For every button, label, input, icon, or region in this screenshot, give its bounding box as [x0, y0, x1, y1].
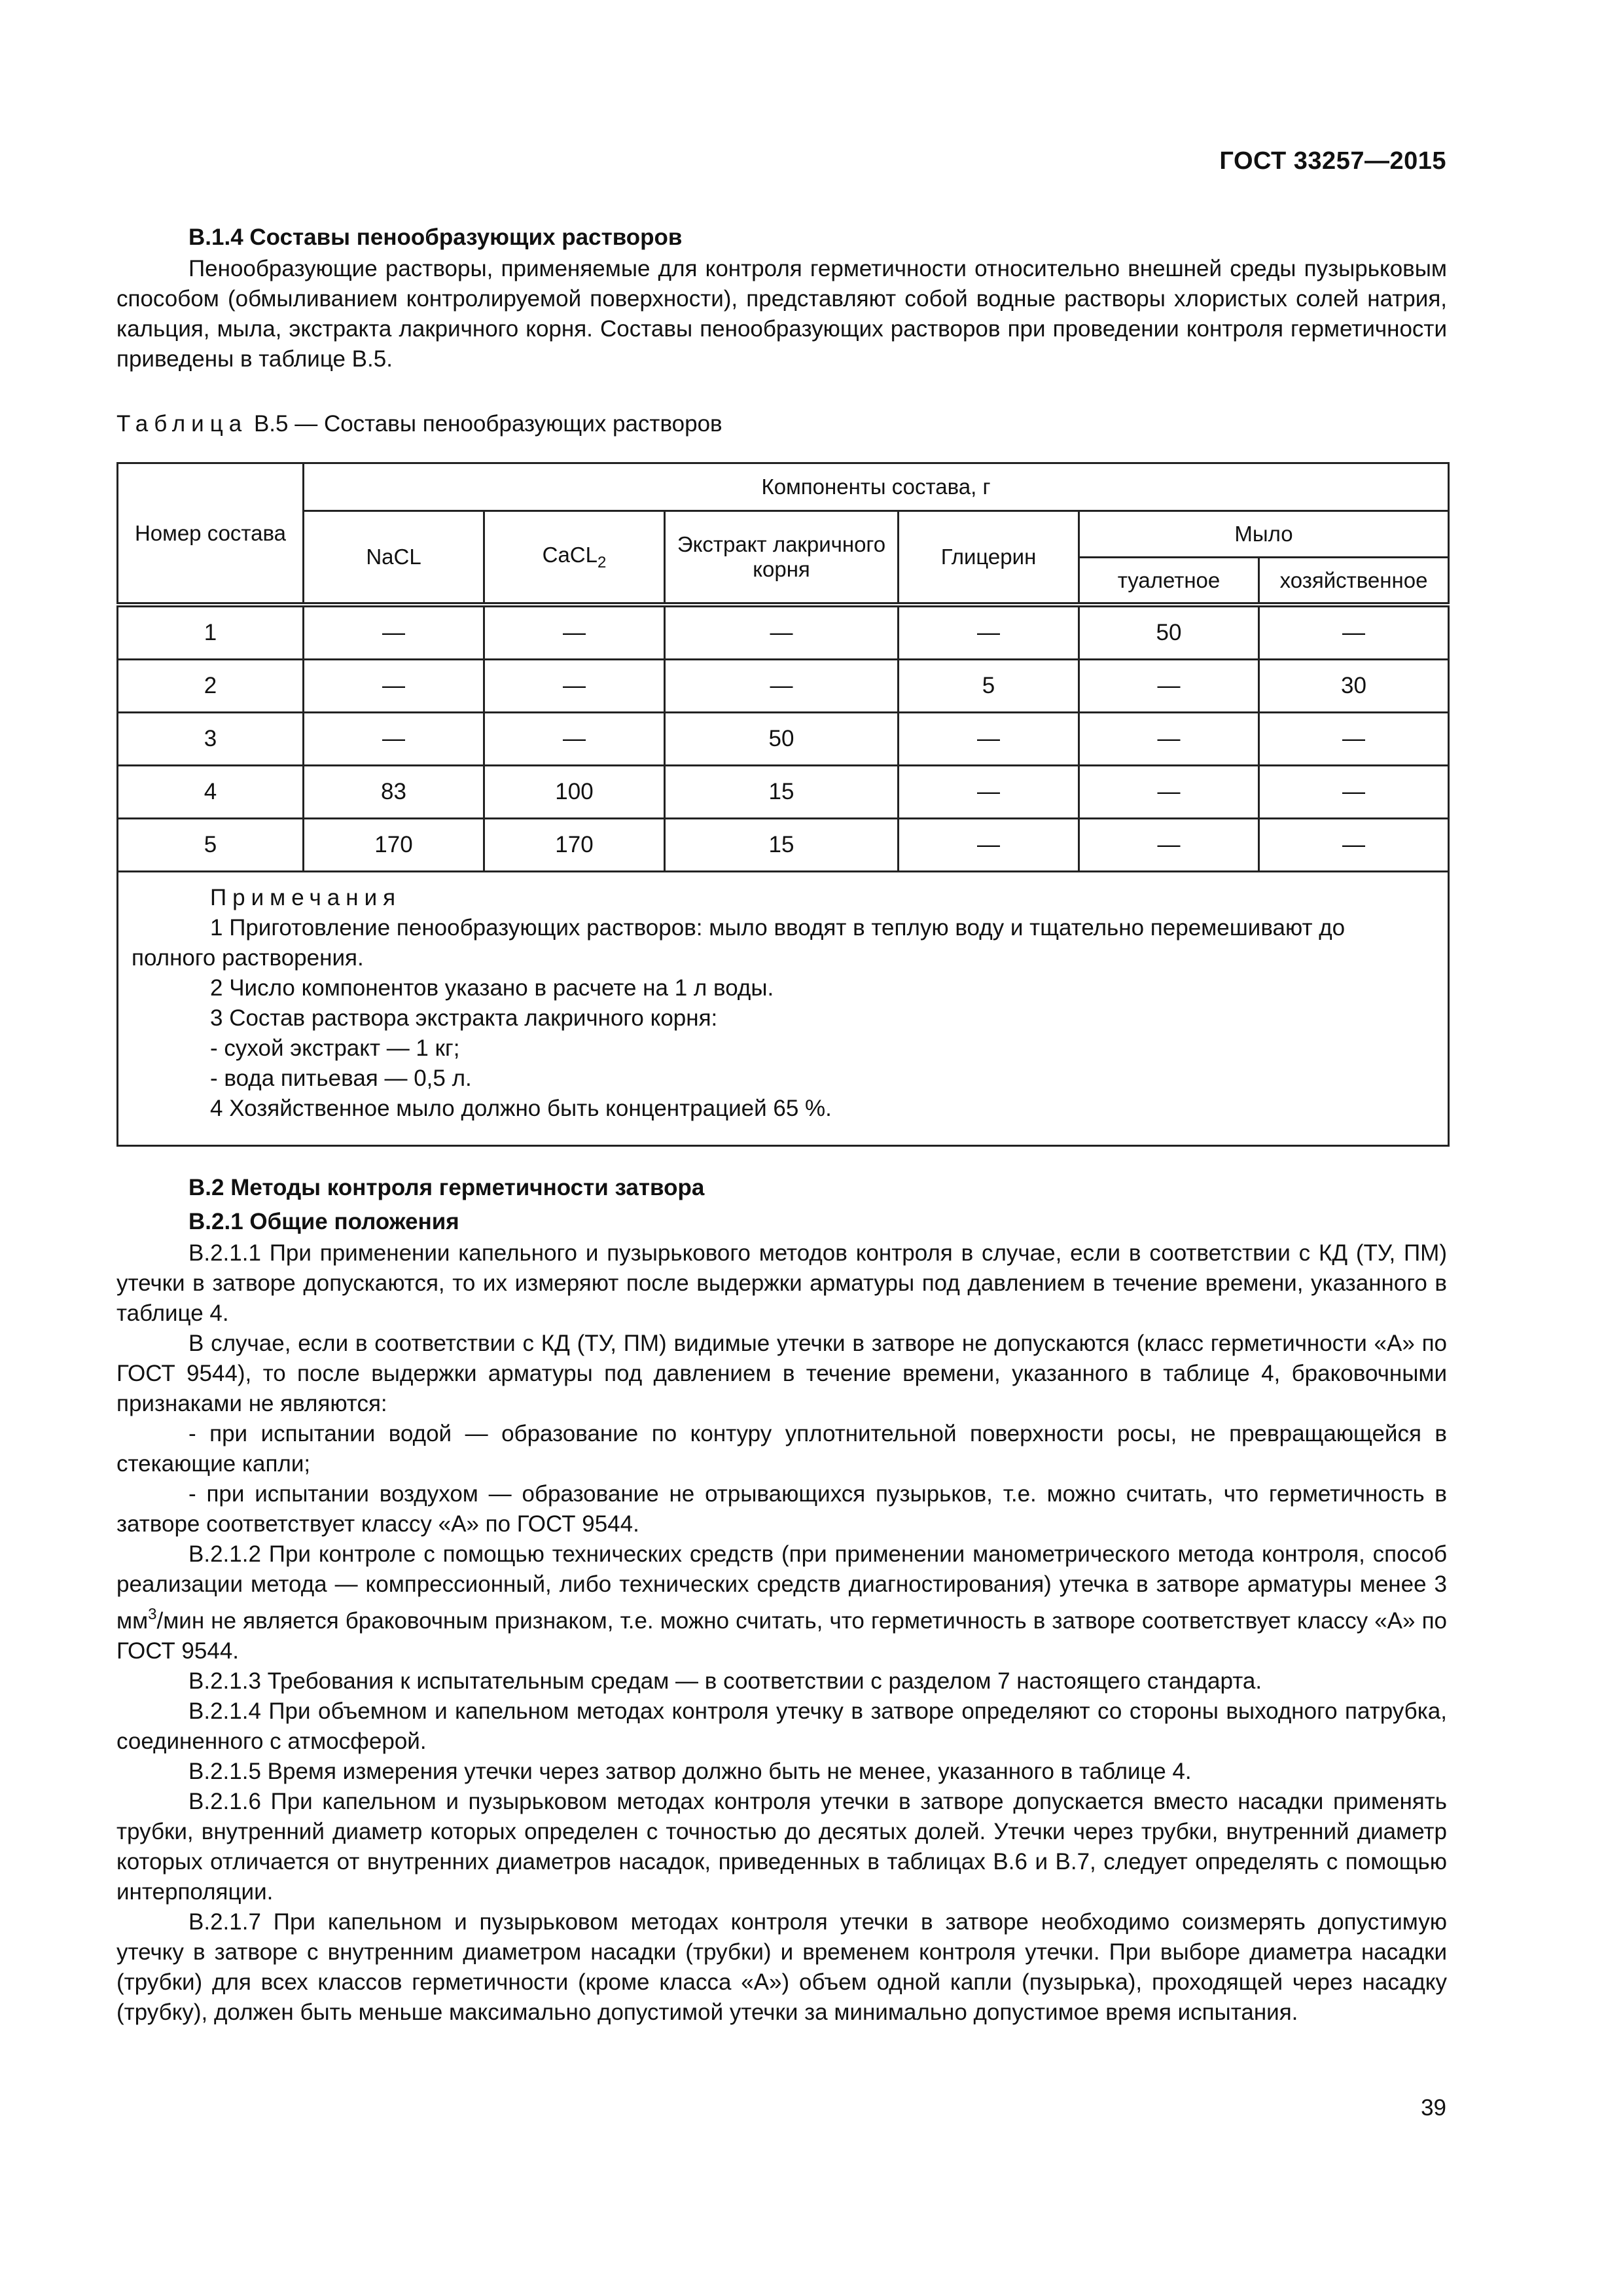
- paragraph-b215: В.2.1.5 Время измерения утечки через затвор должно быть не менее, указанного в таблице 4.: [188, 1759, 1192, 1784]
- section-b2: [116, 1173, 1447, 2028]
- table-cell: 15: [665, 766, 899, 819]
- table-cell: —: [899, 713, 1079, 766]
- paragraph-b212-part2: /мин не является браковочным признаком, т.е. можно считать, что герметичность в затворе соответствует классу «А» по ГОСТ 9544.: [116, 1608, 1447, 1664]
- section-b14: [116, 223, 1447, 374]
- section-b2-title: В.2 Методы контроля герметичности затвора: [188, 1175, 705, 1200]
- note-2: 2 Число компонентов указано в расчете на 1 л воды.: [210, 975, 774, 1001]
- note-4: 4 Хозяйственное мыло должно быть концентрацией 65 %.: [210, 1096, 832, 1121]
- table-cell: —: [304, 660, 484, 713]
- note-3: 3 Состав раствора экстракта лакричного корня:: [210, 1005, 718, 1031]
- header-soap-toilet: туалетное: [1079, 558, 1259, 605]
- paragraph-b214: В.2.1.4 При объемном и капельном методах контроля утечку в затворе определяют со стороны выходного патрубка, соединенного с атмосферой.: [116, 1698, 1447, 1754]
- table-cell: —: [484, 713, 665, 766]
- header-cacl-text: CaCL: [542, 542, 597, 567]
- header-licorice: Экстракт лакричного корня: [665, 511, 899, 605]
- section-b14-title: В.1.4 Составы пенообразующих растворов: [188, 224, 683, 250]
- table-row: [118, 766, 1449, 819]
- table-notes-row: [118, 872, 1449, 1146]
- paragraph-b216: В.2.1.6 При капельном и пузырьковом методах контроля утечки в затворе допускается вместо насадки применять трубки, внутренний диаметр которых определен с точностью до десятых долей. Утечки через трубки, внутренний диаметр которых отличается от внутренних диаметров насадок, приведенных в таблицах В.6 и В.7, следует определять с помощью интерполяции.: [116, 1789, 1447, 1905]
- table-row: [118, 819, 1449, 872]
- header-components: Компоненты состава, г: [304, 463, 1449, 511]
- note-1: 1 Приготовление пенообразующих растворов: мыло вводят в теплую воду и тщательно перемешивают до полного растворения.: [132, 915, 1346, 971]
- table-cell: 50: [1079, 605, 1259, 660]
- paragraph-water-test: - при испытании водой — образование по контуру уплотнительной поверхности росы, не превращающейся в стекающие капли;: [116, 1421, 1447, 1477]
- table-cell: 15: [665, 819, 899, 872]
- table-cell: 50: [665, 713, 899, 766]
- table-cell: 2: [118, 660, 304, 713]
- table-cell: —: [1259, 605, 1449, 660]
- paragraph-b212: [116, 1539, 1447, 1666]
- table-cell: —: [665, 660, 899, 713]
- table-notes: [118, 872, 1449, 1146]
- paragraph-b217: В.2.1.7 При капельном и пузырьковом методах контроля утечки в затворе необходимо соизмерять допустимую утечку в затворе с внутренним диаметром насадки (трубки) и временем контроля утечки. При выборе диаметра насадки (трубки) для всех классов герметичности (кроме класса «А») объем одной капли (пузырька), проходящей через насадку (трубку), должен быть меньше максимально допустимой утечки за минимально допустимое время испытания.: [116, 1909, 1447, 2025]
- table-cell: —: [1259, 766, 1449, 819]
- table-row: [118, 660, 1449, 713]
- document-id: ГОСТ 33257—2015: [1219, 147, 1446, 175]
- table-cell: —: [1079, 660, 1259, 713]
- header-nacl: NaCL: [304, 511, 484, 605]
- header-cacl-subscript: 2: [597, 553, 607, 571]
- table-cell: —: [484, 660, 665, 713]
- table-cell: 5: [899, 660, 1079, 713]
- table-caption-prefix: Таблица: [116, 411, 248, 437]
- table-cell: 5: [118, 819, 304, 872]
- paragraph-b211: В.2.1.1 При применении капельного и пузырькового методов контроля в случае, если в соответствии с КД (ТУ, ПМ) утечки в затворе допускаются, то их измеряют после выдержки арматуры под давлением в течение времени, указанного в таблице 4.: [116, 1240, 1447, 1326]
- table-cell: 30: [1259, 660, 1449, 713]
- table-cell: 1: [118, 605, 304, 660]
- table-caption-text: В.5 — Составы пенообразующих растворов: [247, 411, 722, 437]
- note-3b: - вода питьевая — 0,5 л.: [210, 1066, 472, 1091]
- header-glycerin: Глицерин: [899, 511, 1079, 605]
- header-cacl: [484, 511, 665, 605]
- note-3a: - сухой экстракт — 1 кг;: [210, 1035, 460, 1061]
- table-cell: 4: [118, 766, 304, 819]
- table-cell: —: [899, 819, 1079, 872]
- table-cell: —: [304, 605, 484, 660]
- paragraph-b212-part1: В.2.1.2 При контроле с помощью технических средств (при применении манометрического метода контроля, способ реализации метода — компрессионный, либо технических средств диагностирования) утечка в затворе арматуры менее 3 мм: [116, 1541, 1447, 1634]
- compositions-table: [116, 462, 1450, 1147]
- table-cell: 83: [304, 766, 484, 819]
- paragraph-b212-superscript: 3: [148, 1605, 157, 1623]
- table-cell: —: [304, 713, 484, 766]
- table-cell: 170: [304, 819, 484, 872]
- table-cell: —: [484, 605, 665, 660]
- table-cell: 170: [484, 819, 665, 872]
- table-cell: —: [1079, 713, 1259, 766]
- table-cell: —: [1259, 819, 1449, 872]
- notes-title: Примечания: [210, 885, 402, 910]
- table-cell: —: [665, 605, 899, 660]
- table-row: [118, 713, 1449, 766]
- table-cell: 100: [484, 766, 665, 819]
- section-b14-paragraph: Пенообразующие растворы, применяемые для контроля герметичности относительно внешней среды пузырьковым способом (обмыливанием контролируемой поверхности), представляют собой водные растворы хлористых солей натрия, кальция, мыла, экстракта лакричного корня. Составы пенообразующих растворов при проведении контроля герметичности приведены в таблице В.5.: [116, 256, 1447, 372]
- page-number: 39: [1421, 2095, 1446, 2121]
- table-caption: [116, 411, 722, 437]
- paragraph-b211-case: В случае, если в соответствии с КД (ТУ, ПМ) видимые утечки в затворе не допускаются (класс герметичности «А» по ГОСТ 9544), то после выдержки арматуры под давлением в течение времени, указанного в таблице 4, браковочными признаками не являются:: [116, 1331, 1447, 1416]
- table-cell: —: [1259, 713, 1449, 766]
- header-soap: Мыло: [1079, 511, 1449, 558]
- header-number: Номер состава: [118, 463, 304, 605]
- header-soap-household: хозяйственное: [1259, 558, 1449, 605]
- table-cell: —: [899, 766, 1079, 819]
- table-cell: —: [1079, 819, 1259, 872]
- section-b21-title: В.2.1 Общие положения: [188, 1209, 459, 1234]
- table-cell: —: [1079, 766, 1259, 819]
- table-row: [118, 605, 1449, 660]
- table-cell: 3: [118, 713, 304, 766]
- table-cell: —: [899, 605, 1079, 660]
- paragraph-b213: В.2.1.3 Требования к испытательным средам — в соответствии с разделом 7 настоящего стандарта.: [188, 1668, 1262, 1694]
- paragraph-air-test: - при испытании воздухом — образование не отрывающихся пузырьков, т.е. можно считать, что герметичность в затворе соответствует классу «А» по ГОСТ 9544.: [116, 1481, 1447, 1537]
